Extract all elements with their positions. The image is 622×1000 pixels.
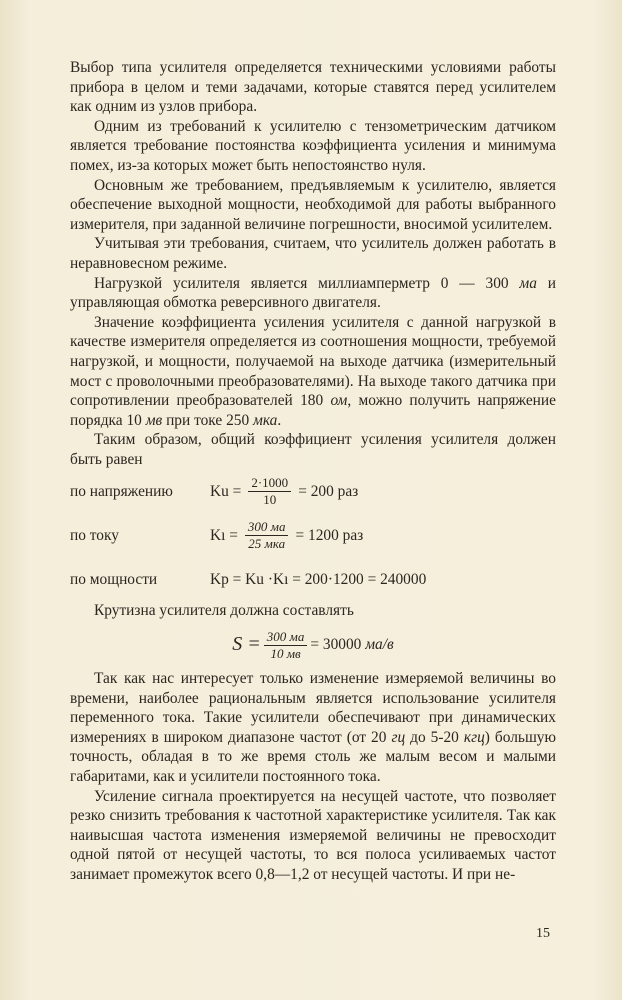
unit-ohm: ом: [330, 392, 348, 410]
fraction-denominator: 10: [263, 491, 277, 507]
formula-slope: [70, 621, 556, 669]
paragraph-1: Выбор типа усилителя определяется техническими условиями работы прибора в целом и теми задачами, которые ставятся перед усилителем как одним из узлов прибора.: [70, 59, 556, 116]
formula-lhs: Kı =: [210, 526, 238, 544]
text-run: и управляющая обмотка реверсивного двигателя.: [70, 274, 556, 312]
fraction: [264, 630, 308, 661]
text-run: Значение коэффициента усиления усилителя с данной нагрузкой в качестве измерителя определяется из соотношения мощности, требуемой нагрузкой, и мощности, получаемой на выходе датчика (измерительный мост с проволочными преобразователями). На выходе такого датчика при сопротивлении преобразователей 180: [70, 313, 556, 410]
formula-lhs: S =: [232, 633, 261, 656]
formula-rhs: = 1200 раз: [295, 526, 364, 544]
formula-body: Kр = Ku ·Kı = 200·1200 = 240000: [210, 570, 427, 588]
formula-label: по току: [70, 526, 119, 544]
text-run: .: [277, 411, 282, 429]
paragraph-9: [70, 669, 556, 787]
formula-current: [70, 513, 556, 557]
formula-voltage: [70, 469, 556, 513]
paragraph-4: Учитывая эти требования, считаем, что усилитель должен работать в неравновесном режиме.: [70, 235, 556, 272]
text-run: до 5-20: [405, 728, 464, 746]
formula-unit: ма/в: [365, 636, 394, 654]
formula-body: [210, 520, 363, 551]
formula-rhs: = 30000: [310, 636, 362, 654]
formula-lhs: Ku =: [210, 482, 242, 500]
unit-khz: кгц: [463, 728, 485, 746]
text-run: Так как нас интересует только изменение измеряемой величины во времени, наиболее рациональным является использование усилителя переменного тока. Такие усилители обеспечивают при динамических измерениях в широком диапазоне частот (от 20: [70, 670, 556, 746]
page-number: 15: [536, 926, 550, 941]
fraction-numerator: 300 ма: [245, 520, 289, 536]
page-text: [70, 58, 556, 885]
formula-rhs: = 200 раз: [298, 482, 359, 500]
fraction-numerator: 300 ма: [264, 630, 308, 646]
fraction: [245, 520, 289, 551]
paragraph-2: Одним из требований к усилителю с тензометрическим датчиком является требование постоянства коэффициента усиления и минимума помех, из-за которых может быть непостоянство нуля.: [70, 117, 556, 174]
formula-body: [210, 476, 358, 507]
text-run: ) большую точность, обладая в то же время столь же малым весом и малыми габаритами, как и усилители постоянного тока.: [70, 728, 556, 786]
paragraph-3: Основным же требованием, предъявляемым к усилителю, является обеспечение выходной мощности, необходимой для работы выбранного измерителя, при заданной величине погрешности, вносимой усилителем.: [70, 176, 556, 233]
unit-mka: мка: [253, 411, 278, 429]
fraction-denominator: 25 мка: [248, 535, 286, 551]
formula-power: [70, 557, 556, 601]
fraction-numerator: 2·1000: [248, 476, 291, 492]
formula-label: по напряжению: [70, 482, 173, 500]
text-run: Нагрузкой усилителя является миллиамперметр 0 — 300: [94, 274, 520, 292]
unit-mv: мв: [145, 411, 163, 429]
text-run: , можно получить напряжение порядка 10: [70, 392, 556, 429]
paragraph-6: [70, 313, 556, 431]
paragraph-8: Крутизна усилителя должна составлять: [94, 602, 354, 620]
text-run: при токе 250: [162, 411, 254, 429]
formula-label: по мощности: [70, 570, 158, 588]
paragraph-7: Таким образом, общий коэффициент усиления усилителя должен быть равен: [70, 431, 556, 468]
unit-ma: ма: [519, 274, 537, 292]
fraction-denominator: 10 мв: [270, 645, 301, 661]
unit-hz: гц: [391, 728, 406, 746]
fraction: [248, 476, 291, 507]
paragraph-10: Усиление сигнала проектируется на несущей частоте, что позволяет резко снизить требования к частотной характеристике усилителя. Так как наивысшая частота изменения измеряемой величины не превосходит одной пятой от несущей частоты, то вся полоса усиливаемых частот занимает промежуток всего 0,8—1,2 от несущей частоты. И при не-: [70, 787, 556, 883]
paragraph-5: [70, 274, 556, 313]
